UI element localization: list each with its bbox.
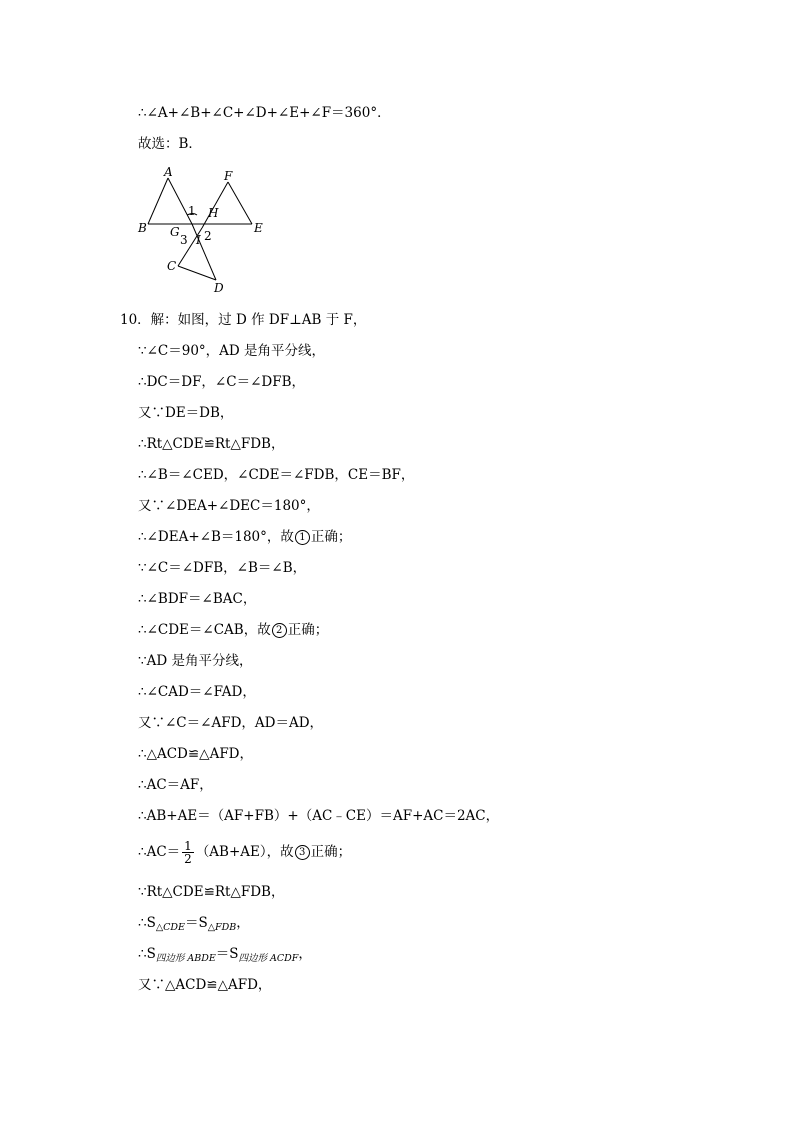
line-17: ∴AC＝AF， xyxy=(138,777,213,793)
label-A: A xyxy=(164,165,173,179)
fraction-one-half: $\frac{1}{2}$ xyxy=(184,839,192,866)
circled-number-2: 2 xyxy=(272,623,287,638)
line-20: ∵Rt△CDE≌Rt△FDB， xyxy=(138,884,285,900)
line-9: ∴∠DEA+∠B＝180°，故 1 正确； xyxy=(138,529,352,545)
label-H: H xyxy=(208,206,219,220)
circled-number-1: 1 xyxy=(295,530,310,545)
label-D: D xyxy=(214,281,224,295)
line-22: $\therefore S_{四边形 ABDE}=S_{四边形 ACDF}$， xyxy=(138,946,312,964)
line-16: ∴△ACD≌△AFD， xyxy=(138,746,254,762)
line-angle-sum: ∴∠A+∠B+∠C+∠D+∠E+∠F＝360°． xyxy=(138,105,391,121)
label-C: C xyxy=(167,259,177,273)
line-18: ∴AB+AE＝（AF+FB）+（AC﹣CE）＝AF+AC＝2AC， xyxy=(138,808,500,824)
line-11: ∴∠BDF＝∠BAC， xyxy=(138,591,257,607)
line-6: ∴Rt△CDE≌Rt△FDB， xyxy=(138,436,285,452)
line-solution-intro: 10．解：如图，过 D 作 DF⊥AB 于 F， xyxy=(120,312,367,328)
geometry-figure xyxy=(130,162,270,298)
label-G: G xyxy=(170,225,180,239)
label-I: I xyxy=(196,233,201,247)
line-14: ∴∠CAD＝∠FAD， xyxy=(138,684,256,700)
circled-number-3: 3 xyxy=(295,845,310,860)
line-3: ∵∠C＝90°，AD 是角平分线， xyxy=(138,343,326,359)
line-8: 又∵∠DEA+∠DEC＝180°， xyxy=(138,498,320,514)
label-F: F xyxy=(224,169,233,183)
line-5: 又∵DE＝DB， xyxy=(138,405,234,421)
line-answer-choice: 故选：B． xyxy=(138,136,202,152)
label-1: 1 xyxy=(188,204,196,218)
line-7: ∴∠B＝∠CED，∠CDE＝∠FDB，CE＝BF， xyxy=(138,467,415,483)
label-E: E xyxy=(254,221,263,235)
line-4: ∴DC＝DF，∠C＝∠DFB， xyxy=(138,374,305,390)
label-B: B xyxy=(138,221,147,235)
line-23: 又∵△ACD≌△AFD， xyxy=(138,977,272,993)
line-15: 又∵∠C＝∠AFD，AD＝AD， xyxy=(138,715,324,731)
line-10: ∵∠C＝∠DFB，∠B＝∠B， xyxy=(138,560,307,576)
line-13: ∵AD 是角平分线， xyxy=(138,653,253,669)
label-3: 3 xyxy=(180,233,188,247)
line-21: $\therefore S_{\triangle CDE}=S_{\triangle FDB}$， xyxy=(138,915,250,933)
label-2: 2 xyxy=(204,229,212,243)
line-12: ∴∠CDE＝∠CAB，故 2 正确； xyxy=(138,622,329,638)
line-19: ∴AC＝ $\frac{1}{2}$ （AB+AE），故 3 正确； xyxy=(138,839,352,866)
